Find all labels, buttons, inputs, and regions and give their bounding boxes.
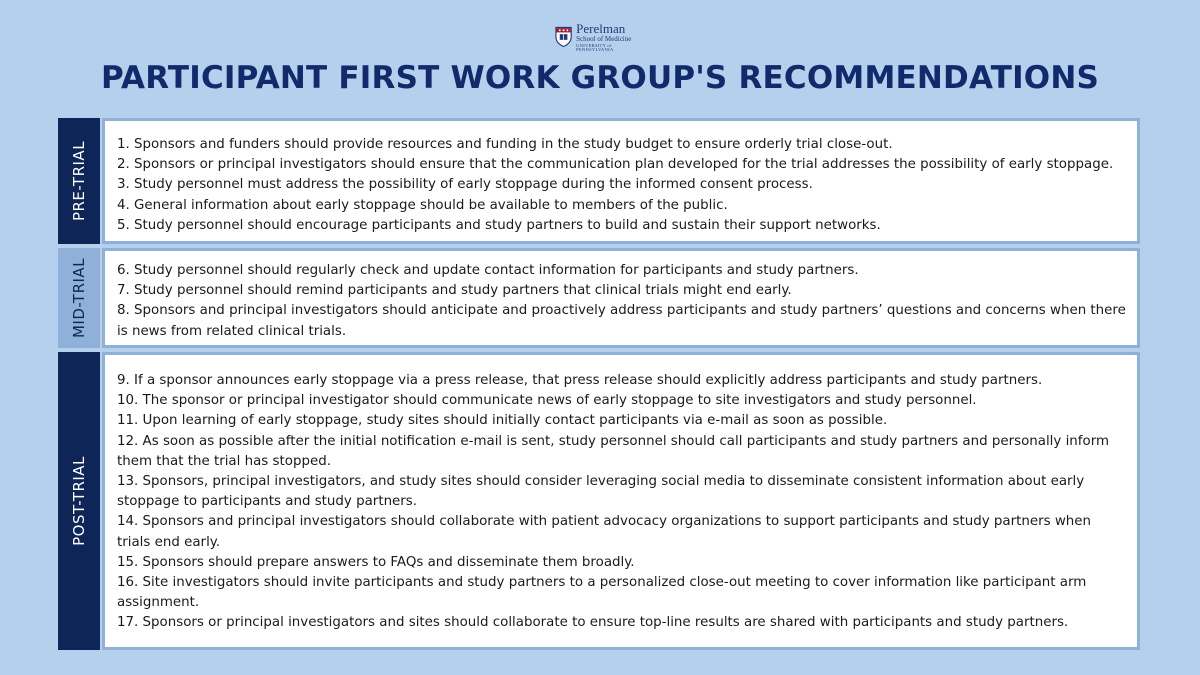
- section-body-post-trial: [102, 352, 1140, 650]
- logo-subtitle: School of Medicine: [576, 34, 632, 43]
- section-label-text: PRE-TRIAL: [70, 140, 89, 222]
- logo-university: UNIVERSITY of PENNSYLVANIA: [576, 42, 614, 52]
- recommendation-item: 15. Sponsors should prepare answers to FAQs and disseminate them broadly.: [117, 554, 635, 570]
- recommendation-item: 2. Sponsors or principal investigators should ensure that the communication plan developed for the trial addresses the possibility of early stoppage.: [117, 157, 1114, 173]
- recommendation-item: 14. Sponsors and principal investigators should collaborate with patient advocacy organizations to support participants and study partners when trials end early.: [117, 514, 1091, 550]
- logo-name: Perelman: [576, 20, 626, 36]
- section-label-mid-trial: [58, 248, 100, 348]
- recommendation-item: 6. Study personnel should regularly check and update contact information for participants and study partners.: [117, 263, 859, 278]
- recommendation-item: 17. Sponsors or principal investigators and sites should collaborate to ensure top-line results are shared with participants and study partners.: [117, 615, 1069, 631]
- recommendation-item: 8. Sponsors and principal investigators should anticipate and proactively address participants and study partners’ questions and concerns when there is news from related clinical trials.: [117, 303, 1126, 339]
- page-title: PARTICIPANT FIRST WORK GROUP'S RECOMMENDATIONS: [100, 60, 1100, 96]
- recommendation-item: 10. The sponsor or principal investigator should communicate news of early stoppage to site investigators and study personnel.: [117, 393, 977, 409]
- section-body-mid-trial: [102, 248, 1140, 348]
- perelman-logo: [555, 20, 647, 52]
- penn-shield-icon: [555, 26, 572, 48]
- recommendation-item: 5. Study personnel should encourage participants and study partners to build and sustain their support networks.: [117, 217, 881, 233]
- section-label-post-trial: [58, 352, 100, 650]
- section-mid-trial: [58, 248, 1140, 348]
- recommendation-item: 9. If a sponsor announces early stoppage via a press release, that press release should explicitly address participants and study partners.: [117, 373, 1043, 388]
- section-label-text: POST-TRIAL: [70, 456, 89, 546]
- section-label-text: MID-TRIAL: [70, 257, 88, 339]
- recommendation-item: 4. General information about early stoppage should be available to members of the public.: [117, 197, 728, 213]
- section-body-pre-trial: [102, 118, 1140, 244]
- recommendation-item: 7. Study personnel should remind participants and study partners that clinical trials might end early.: [117, 283, 792, 299]
- recommendation-item: 13. Sponsors, principal investigators, and study sites should consider leveraging social media to disseminate consistent information about early stoppage to participants and study partners.: [117, 474, 1085, 510]
- recommendation-item: 11. Upon learning of early stoppage, study sites should initially contact participants via e-mail as soon as possible.: [117, 413, 888, 429]
- recommendation-item: 12. As soon as possible after the initial notification e-mail is sent, study personnel should call participants and study partners and personally inform them that the trial has stopped.: [117, 433, 1110, 469]
- section-post-trial: [58, 352, 1140, 650]
- recommendation-item: 3. Study personnel must address the possibility of early stoppage during the informed consent process.: [117, 177, 813, 193]
- recommendation-item: 1. Sponsors and funders should provide resources and funding in the study budget to ensure orderly trial close-out.: [117, 137, 893, 152]
- section-label-pre-trial: [58, 118, 100, 244]
- recommendation-item: 16. Site investigators should invite participants and study partners to a personalized close-out meeting to cover information like participant arm assignment.: [117, 575, 1087, 611]
- section-pre-trial: [58, 118, 1140, 244]
